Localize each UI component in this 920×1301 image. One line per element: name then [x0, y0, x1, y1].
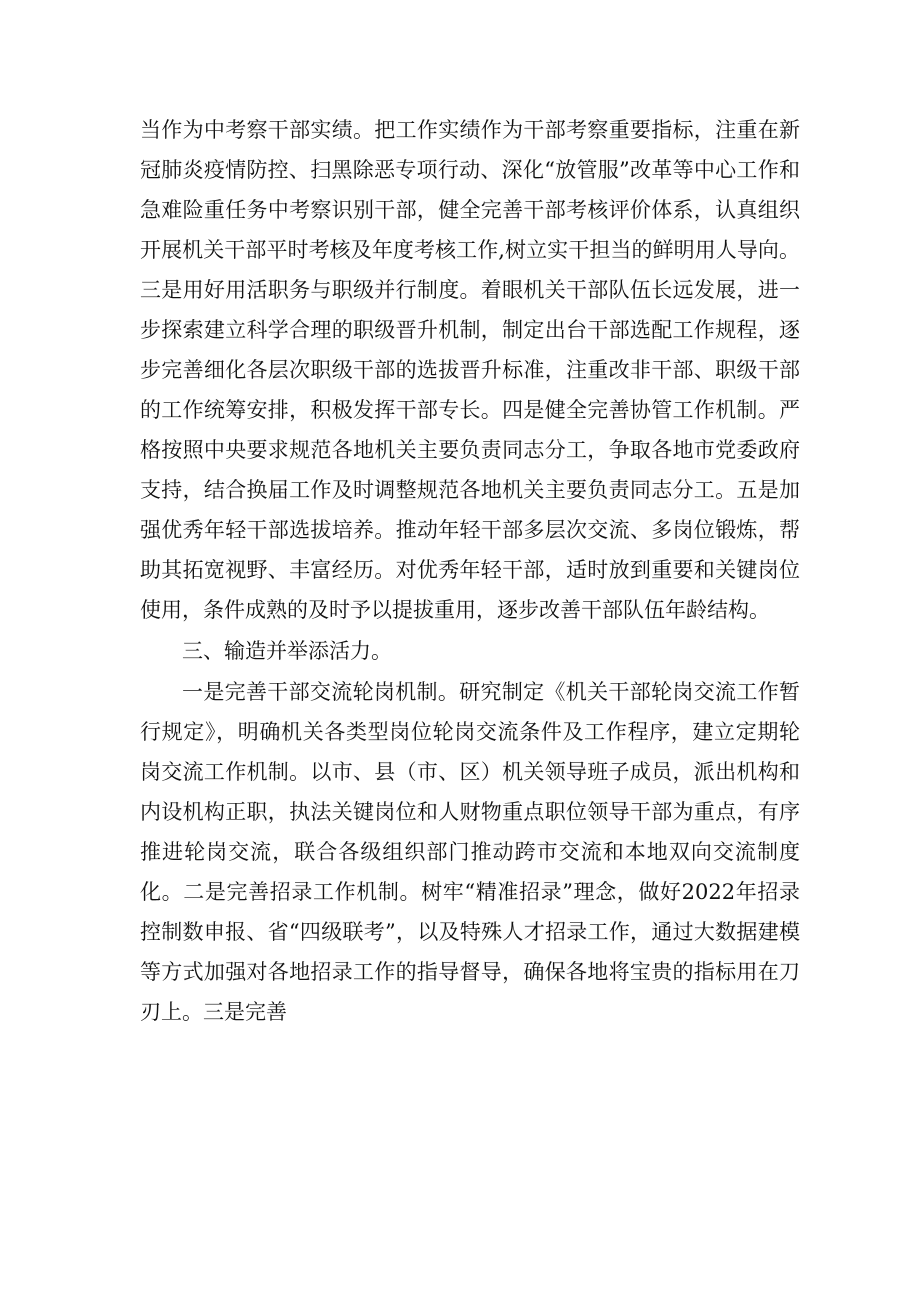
body-paragraph: 一是完善干部交流轮岗机制。研究制定《机关干部轮岗交流工作暂行规定》，明确机关各类型岗位轮岗交流条件及工作程序，建立定期轮岗交流工作机制。以市、县（市、区）机关领导班子成员，派出机构和内设机构正职，执法关键岗位和人财物重点职位领导干部为重点，有序推进轮岗交流，联合各级组织部门推动跨市交流和本地双向交流制度化。二是完善招录工作机制。树牢“精准招录”理念，做好2022年招录控制数申报、省“四级联考”，以及特殊人才招录工作，通过大数据建模等方式加强对各地招录工作的指导督导，确保各地将宝贵的指标用在刀刃上。三是完善 — [140, 680, 800, 1024]
body-paragraph-continued: 当作为中考察干部实绩。把工作实绩作为干部考察重要指标，注重在新冠肺炎疫情防控、扫黑除恶专项行动、深化“放管服”改革等中心工作和急难险重任务中考察识别干部，健全完善干部考核评价体系，认真组织开展机关干部平时考核及年度考核工作,树立实干担当的鲜明用人导向。三是用好用活职务与职级并行制度。着眼机关干部队伍长远发展，进一步探索建立科学合理的职级晋升机制，制定出台干部选配工作规程，逐步完善细化各层次职级干部的选拔晋升标准，注重改非干部、职级干部的工作统筹安排，积极发挥干部专长。四是健全完善协管工作机制。严格按照中央要求规范各地机关主要负责同志分工，争取各地市党委政府支持，结合换届工作及时调整规范各地机关主要负责同志分工。五是加强优秀年轻干部选拔培养。推动年轻干部多层次交流、多岗位锻炼，帮助其拓宽视野、丰富经历。对优秀年轻干部，适时放到重要和关键岗位使用，条件成熟的及时予以提拔重用，逐步改善干部队伍年龄结构。 — [140, 118, 800, 622]
section-heading: 三、输造并举添活力。 — [182, 639, 392, 663]
document-body — [140, 110, 800, 1032]
